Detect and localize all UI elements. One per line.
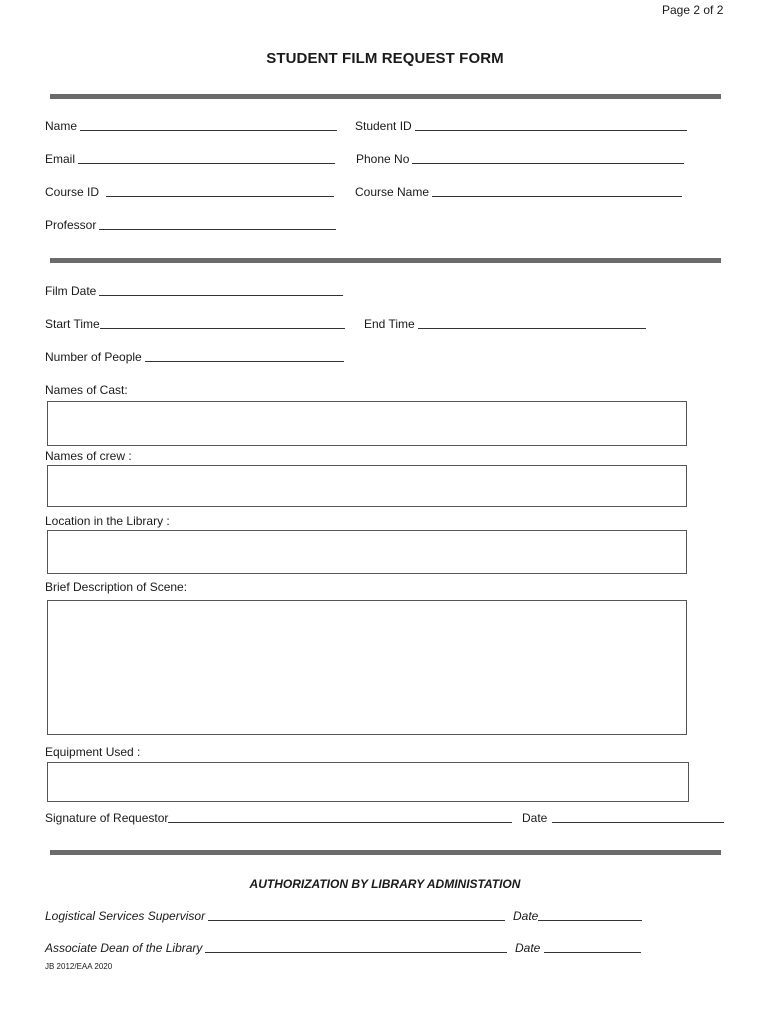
name-field[interactable]	[45, 119, 337, 133]
film-date-label: Film Date	[45, 284, 97, 298]
crew-label: Names of crew :	[45, 449, 132, 463]
signature-label: Signature of Requestor	[45, 811, 169, 825]
location-box[interactable]	[47, 530, 687, 574]
supervisor-label: Logistical Services Supervisor	[45, 909, 206, 923]
dean-label: Associate Dean of the Library	[45, 941, 203, 955]
name-line[interactable]	[80, 130, 337, 131]
course-id-label: Course ID	[45, 185, 100, 199]
professor-label: Professor	[45, 218, 97, 232]
email-line[interactable]	[78, 163, 335, 164]
signature-field[interactable]	[45, 811, 512, 825]
description-label: Brief Description of Scene:	[45, 580, 188, 594]
cast-label: Names of Cast:	[45, 383, 128, 397]
start-time-label: Start Time	[45, 317, 100, 331]
num-people-line[interactable]	[145, 361, 344, 362]
end-time-label: End Time	[364, 317, 415, 331]
num-people-field[interactable]	[45, 350, 344, 364]
dean-field[interactable]	[45, 941, 507, 955]
dean-date-label: Date	[515, 941, 541, 955]
equipment-box[interactable]	[47, 762, 689, 802]
film-date-field[interactable]	[45, 284, 343, 298]
email-field[interactable]	[45, 152, 335, 166]
request-date-label: Date	[522, 811, 548, 825]
course-id-line[interactable]	[106, 196, 334, 197]
supervisor-date-field[interactable]	[513, 909, 642, 923]
film-date-line[interactable]	[99, 295, 343, 296]
student-id-label: Student ID	[355, 119, 412, 133]
dean-date-field[interactable]	[515, 941, 641, 955]
professor-field[interactable]	[45, 218, 336, 232]
authorization-heading: AUTHORIZATION BY LIBRARY ADMINISTATION	[249, 877, 521, 891]
phone-label: Phone No	[356, 152, 410, 166]
email-label: Email	[45, 152, 76, 166]
course-name-field[interactable]	[355, 185, 682, 199]
divider-middle	[50, 258, 721, 263]
supervisor-line[interactable]	[208, 920, 505, 921]
course-name-line[interactable]	[432, 196, 682, 197]
supervisor-field[interactable]	[45, 909, 505, 923]
end-time-line[interactable]	[418, 328, 646, 329]
crew-box[interactable]	[47, 465, 687, 507]
description-box[interactable]	[47, 600, 687, 735]
professor-line[interactable]	[99, 229, 336, 230]
divider-top	[50, 94, 721, 99]
student-id-line[interactable]	[415, 130, 687, 131]
cast-box[interactable]	[47, 401, 687, 446]
phone-line[interactable]	[412, 163, 684, 164]
end-time-field[interactable]	[364, 317, 646, 331]
dean-date-line[interactable]	[544, 952, 641, 953]
student-id-field[interactable]	[355, 119, 687, 133]
phone-field[interactable]	[356, 152, 684, 166]
num-people-label: Number of People	[45, 350, 142, 364]
form-title: STUDENT FILM REQUEST FORM	[266, 50, 504, 67]
page-number: Page 2 of 2	[662, 3, 724, 17]
request-date-line[interactable]	[552, 822, 724, 823]
footer-code: JB 2012/EAA 2020	[45, 962, 113, 971]
location-label: Location in the Library :	[45, 514, 170, 528]
course-id-field[interactable]	[45, 185, 334, 199]
supervisor-date-label: Date	[513, 909, 539, 923]
divider-bottom	[50, 850, 721, 855]
request-date-field[interactable]	[522, 811, 724, 825]
signature-line[interactable]	[168, 822, 512, 823]
equipment-label: Equipment Used :	[45, 745, 141, 759]
course-name-label: Course Name	[355, 185, 430, 199]
name-label: Name	[45, 119, 78, 133]
supervisor-date-line[interactable]	[538, 920, 642, 921]
start-time-field[interactable]	[45, 317, 345, 331]
dean-line[interactable]	[205, 952, 507, 953]
start-time-line[interactable]	[100, 328, 345, 329]
